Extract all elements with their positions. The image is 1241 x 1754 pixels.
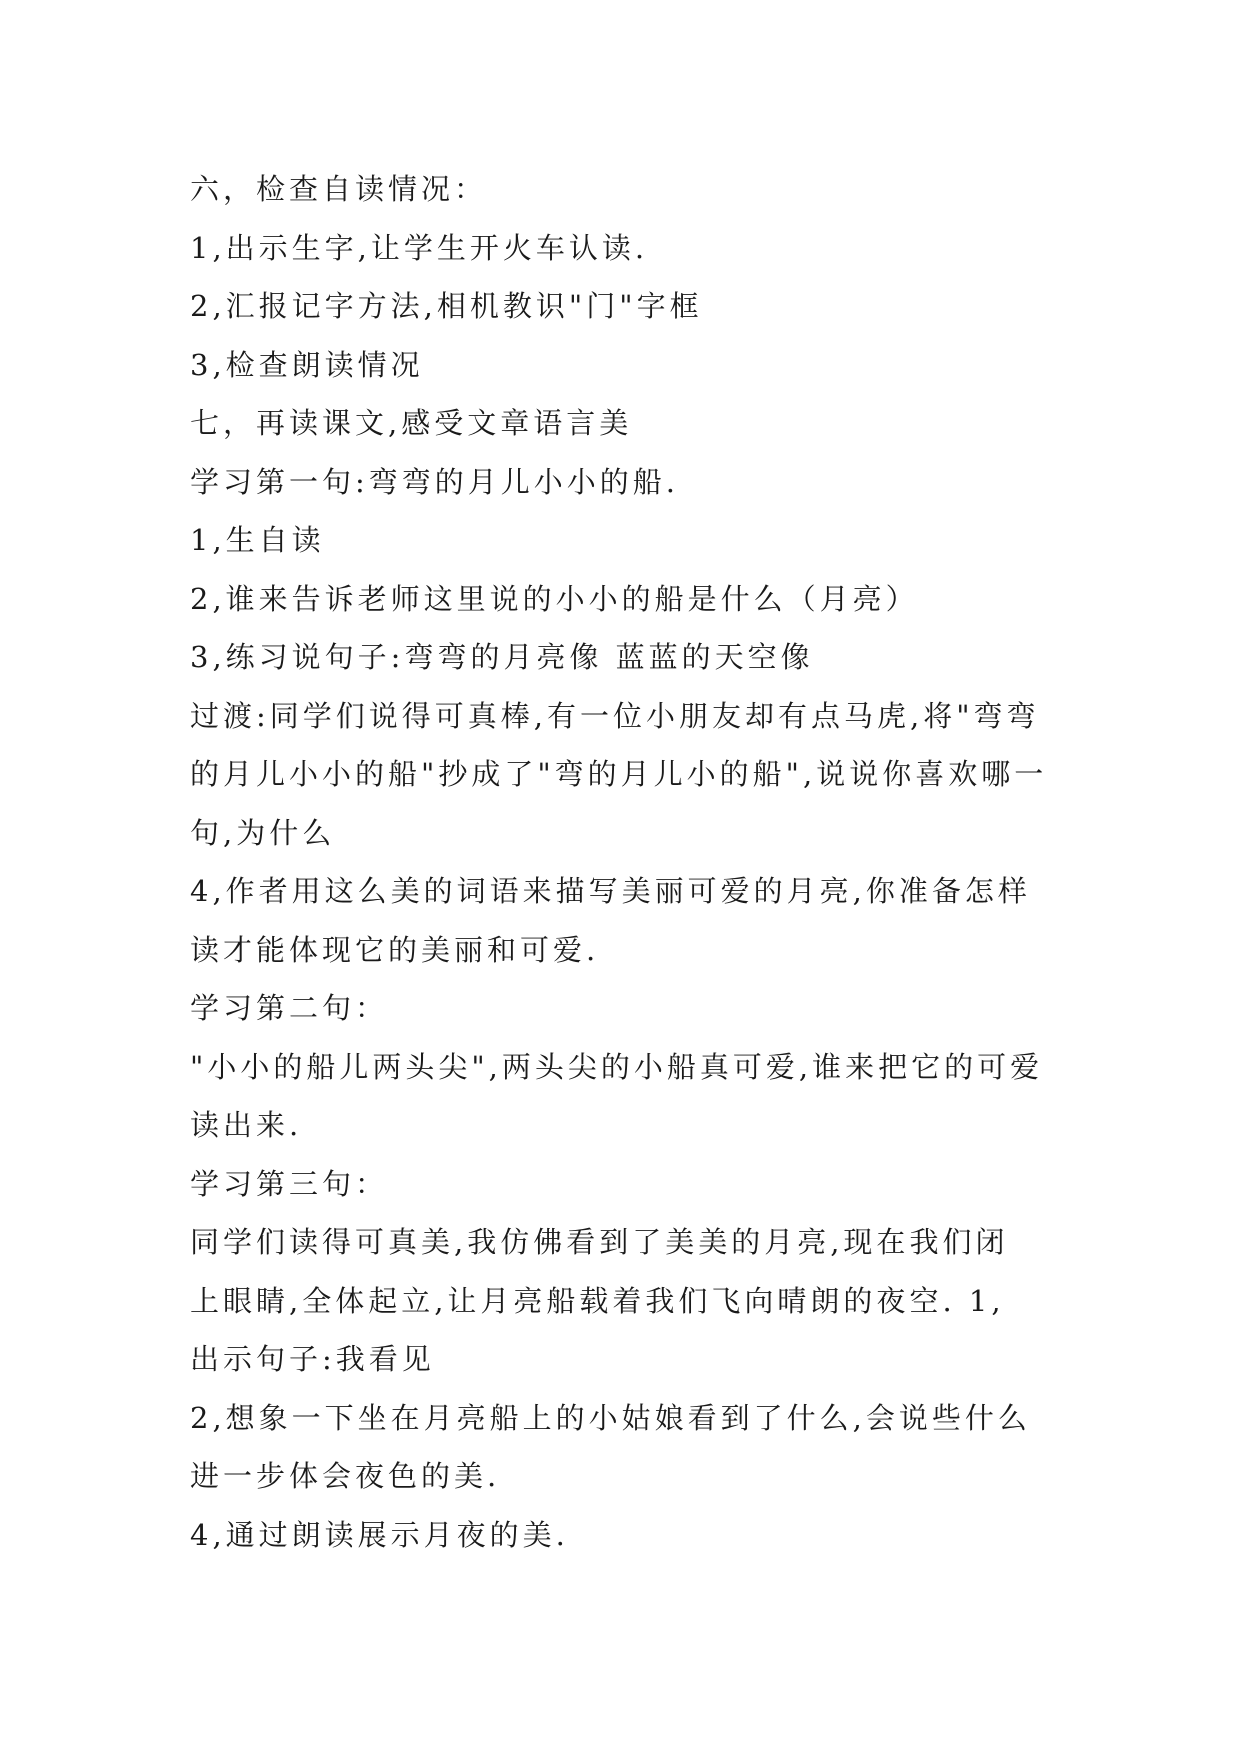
- text-line: 4,作者用这么美的词语来描写美丽可爱的月亮,你准备怎样: [190, 874, 1031, 908]
- text-line: 出示句子:我看见: [190, 1342, 435, 1376]
- document-body: [190, 160, 1060, 1564]
- text-line: 同学们读得可真美,我仿佛看到了美美的月亮,现在我们闭: [190, 1225, 1009, 1259]
- text-line: 2,谁来告诉老师这里说的小小的船是什么（月亮）: [190, 581, 919, 616]
- text-line: 句,为什么: [190, 815, 336, 850]
- text-line: 学习第三句：: [190, 1166, 389, 1201]
- text-line: 1,出示生字,让学生开火车认读.: [190, 230, 649, 265]
- text-line: 学习第二句：: [190, 991, 389, 1025]
- text-line: 七，再读课文,感受文章语言美: [190, 406, 633, 440]
- text-line: "小小的船儿两头尖",两头尖的小船真可爱,谁来把它的可爱: [190, 1049, 1044, 1084]
- text-line: 2,想象一下坐在月亮船上的小姑娘看到了什么,会说些什么: [190, 1400, 1031, 1435]
- text-line: 1,生自读: [190, 523, 325, 557]
- text-line: 过渡:同学们说得可真棒,有一位小朋友却有点马虎,将"弯弯: [190, 698, 1040, 733]
- text-line: 上眼睛,全体起立,让月亮船载着我们飞向晴朗的夜空. 1,: [190, 1283, 1005, 1318]
- text-line: 学习第一句:弯弯的月儿小小的船.: [190, 464, 679, 499]
- text-line: 3,检查朗读情况: [190, 347, 424, 382]
- text-line: 读出来.: [190, 1108, 303, 1142]
- text-line: 3,练习说句子:弯弯的月亮像 蓝蓝的天空像: [190, 640, 814, 674]
- text-line: 4,通过朗读展示月夜的美.: [190, 1517, 569, 1552]
- text-line: 进一步体会夜色的美.: [190, 1459, 501, 1493]
- text-line: 2,汇报记字方法,相机教识"门"字框: [190, 289, 703, 323]
- text-line: 六，检查自读情况：: [190, 172, 488, 206]
- text-line: 的月儿小小的船"抄成了"弯的月儿小的船",说说你喜欢哪一: [190, 757, 1048, 791]
- text-line: 读才能体现它的美丽和可爱.: [190, 932, 600, 967]
